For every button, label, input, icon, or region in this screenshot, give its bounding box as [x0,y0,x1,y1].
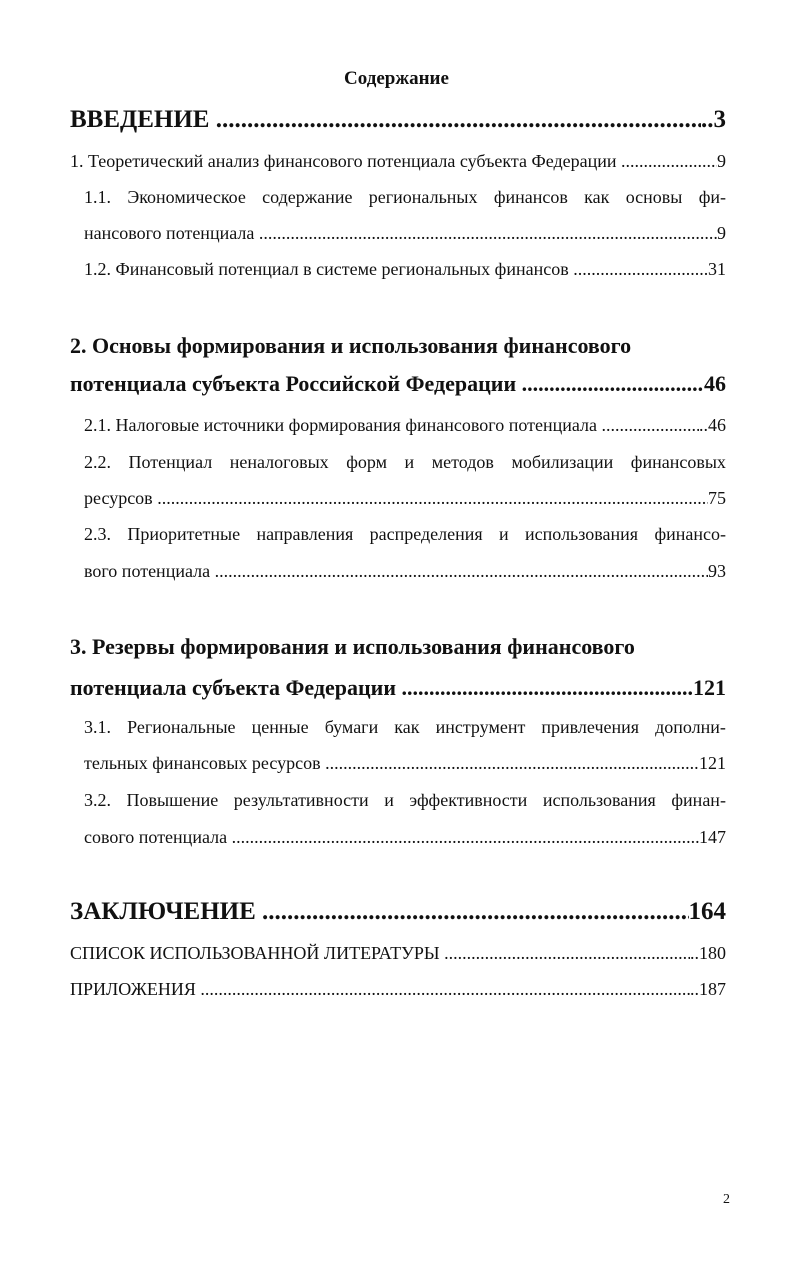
word: Экономическое [127,187,246,207]
toc-leader-dots [254,222,717,245]
toc-entry-label-line2: вого потенциала [84,561,211,581]
toc-entry-label-line1 [84,789,726,812]
word: направления [256,524,354,544]
word: инструмент [435,717,526,737]
word: неналоговых [229,452,329,472]
toc-leader-dots [617,150,717,173]
word: финансов [493,187,568,207]
toc-page-number: 93 [708,561,726,581]
toc-entry-chapter-3-cont[interactable] [70,674,726,703]
toc-leader-dots [321,752,699,775]
word: и [384,790,394,810]
word: ценные [251,717,309,737]
word: 1.1. [84,187,111,207]
toc-entry-introduction[interactable] [70,104,726,137]
toc-entry-label-line1: 2. Основы формирования и использования финансового [70,333,632,358]
word: 2.3. [84,524,111,544]
word: и [499,524,509,544]
toc-entry-chapter-1[interactable] [70,150,726,173]
toc-entry-label-line1: 3. Резервы формирования и использования финансового [70,634,635,659]
toc-leader-dots [569,258,708,281]
toc-leader-dots [210,560,708,583]
word: как [584,187,610,207]
word: форм [346,452,387,472]
toc-leader-dots [516,370,704,399]
toc-entry-label: 1.2. Финансовый потенциал в системе региональных финансов [84,259,569,279]
toc-page-number: 75 [708,488,726,508]
toc-leader-dots [196,978,690,1001]
toc-page-number: 46 [704,371,726,396]
word: использования [525,524,639,544]
word: методов [431,452,494,472]
word: распределения [369,524,483,544]
toc-leader-dots [227,826,699,849]
toc-entry-section-2-2[interactable] [84,451,726,474]
word: привлечения [541,717,640,737]
toc-entry-section-2-1[interactable] [84,414,726,437]
toc-entry-label-line1 [84,716,726,739]
toc-entry-section-3-2[interactable] [84,789,726,812]
word: финансовых [630,452,726,472]
toc-leader-dots [597,414,699,437]
toc-page-number: ..46 [699,415,726,435]
toc-entry-chapter-3[interactable] [70,633,726,662]
word: финан- [671,790,726,810]
toc-leader-dots [209,104,701,137]
toc-entry-label: СПИСОК ИСПОЛЬЗОВАННОЙ ЛИТЕРАТУРЫ [70,943,440,963]
toc-leader-dots [153,487,708,510]
toc-page-number: 31 [708,259,726,279]
toc-entry-section-1-1-cont[interactable] [84,222,726,245]
toc-entry-appendices[interactable] [70,978,726,1001]
toc-entry-section-1-1[interactable] [84,186,726,209]
toc-entry-label-line1 [84,186,726,209]
toc-leader-dots [440,942,690,965]
toc-entry-conclusion[interactable] [70,896,726,929]
page-number: 2 [723,1192,730,1207]
word: региональных [368,187,478,207]
toc-entry-label: ВВЕДЕНИЕ [70,106,210,133]
word: основы [625,187,683,207]
word: результативности [233,790,369,810]
word: мобилизации [511,452,614,472]
toc-entry-section-2-3[interactable] [84,523,726,546]
toc-entry-label-line2: тельных финансовых ресурсов [84,753,321,773]
word: Повышение [126,790,219,810]
toc-entry-section-3-2-cont[interactable] [84,826,726,849]
toc-page-number: 9 [717,223,726,243]
word: использования [542,790,656,810]
toc-page-number: ..3 [701,106,726,133]
word: как [394,717,420,737]
toc-entry-chapter-2-cont[interactable] [70,370,726,399]
word: эффективности [409,790,528,810]
toc-entry-label: 2.1. Налоговые источники формирования финансового потенциала [84,415,597,435]
toc-leader-dots [396,674,693,703]
toc-entry-section-3-1-cont[interactable] [84,752,726,775]
toc-page-number: 121 [699,753,726,773]
toc-leader-dots [256,896,689,929]
toc-entry-section-2-3-cont[interactable] [84,560,726,583]
toc-entry-label-line2: потенциала субъекта Федерации [70,675,397,700]
toc-entry-label: ЗАКЛЮЧЕНИЕ [70,898,256,925]
toc-entry-label-line2: нансового потенциала [84,223,255,243]
word: Приоритетные [127,524,241,544]
word: 3.1. [84,717,111,737]
word: 3.2. [84,790,111,810]
toc-entry-label-line1 [84,451,726,474]
toc-entry-references[interactable] [70,942,726,965]
word: финансо- [654,524,726,544]
word: Потенциал [128,452,213,472]
page-title: Содержание [344,68,449,89]
toc-entry-label-line2: ресурсов [84,488,153,508]
toc-page-number: 121 [693,675,726,700]
toc-entry-section-2-2-cont[interactable] [84,487,726,510]
word: фи- [698,187,726,207]
word: Региональные [127,717,236,737]
toc-entry-section-3-1[interactable] [84,716,726,739]
toc-entry-label: ПРИЛОЖЕНИЯ [70,979,196,999]
toc-page-number: 147 [699,827,726,847]
toc-entry-label: 1. Теоретический анализ финансового потенциала субъекта Федерации [70,151,617,171]
toc-page-number: ..180 [690,943,726,963]
word: 2.2. [84,452,111,472]
toc-page-number: 9 [717,151,726,171]
toc-entry-label-line2: потенциала субъекта Российской Федерации [70,371,517,396]
toc-entry-label-line2: сового потенциала [84,827,228,847]
toc-page-number: 164 [688,898,726,925]
word: содержание [262,187,353,207]
toc-entry-label-line1 [84,523,726,546]
toc-page-number: ..187 [690,979,726,999]
word: и [404,452,415,472]
toc-entry-section-1-2[interactable] [84,258,726,281]
word: дополни- [655,717,726,737]
toc-entry-chapter-2[interactable] [70,332,726,361]
word: бумаги [324,717,379,737]
